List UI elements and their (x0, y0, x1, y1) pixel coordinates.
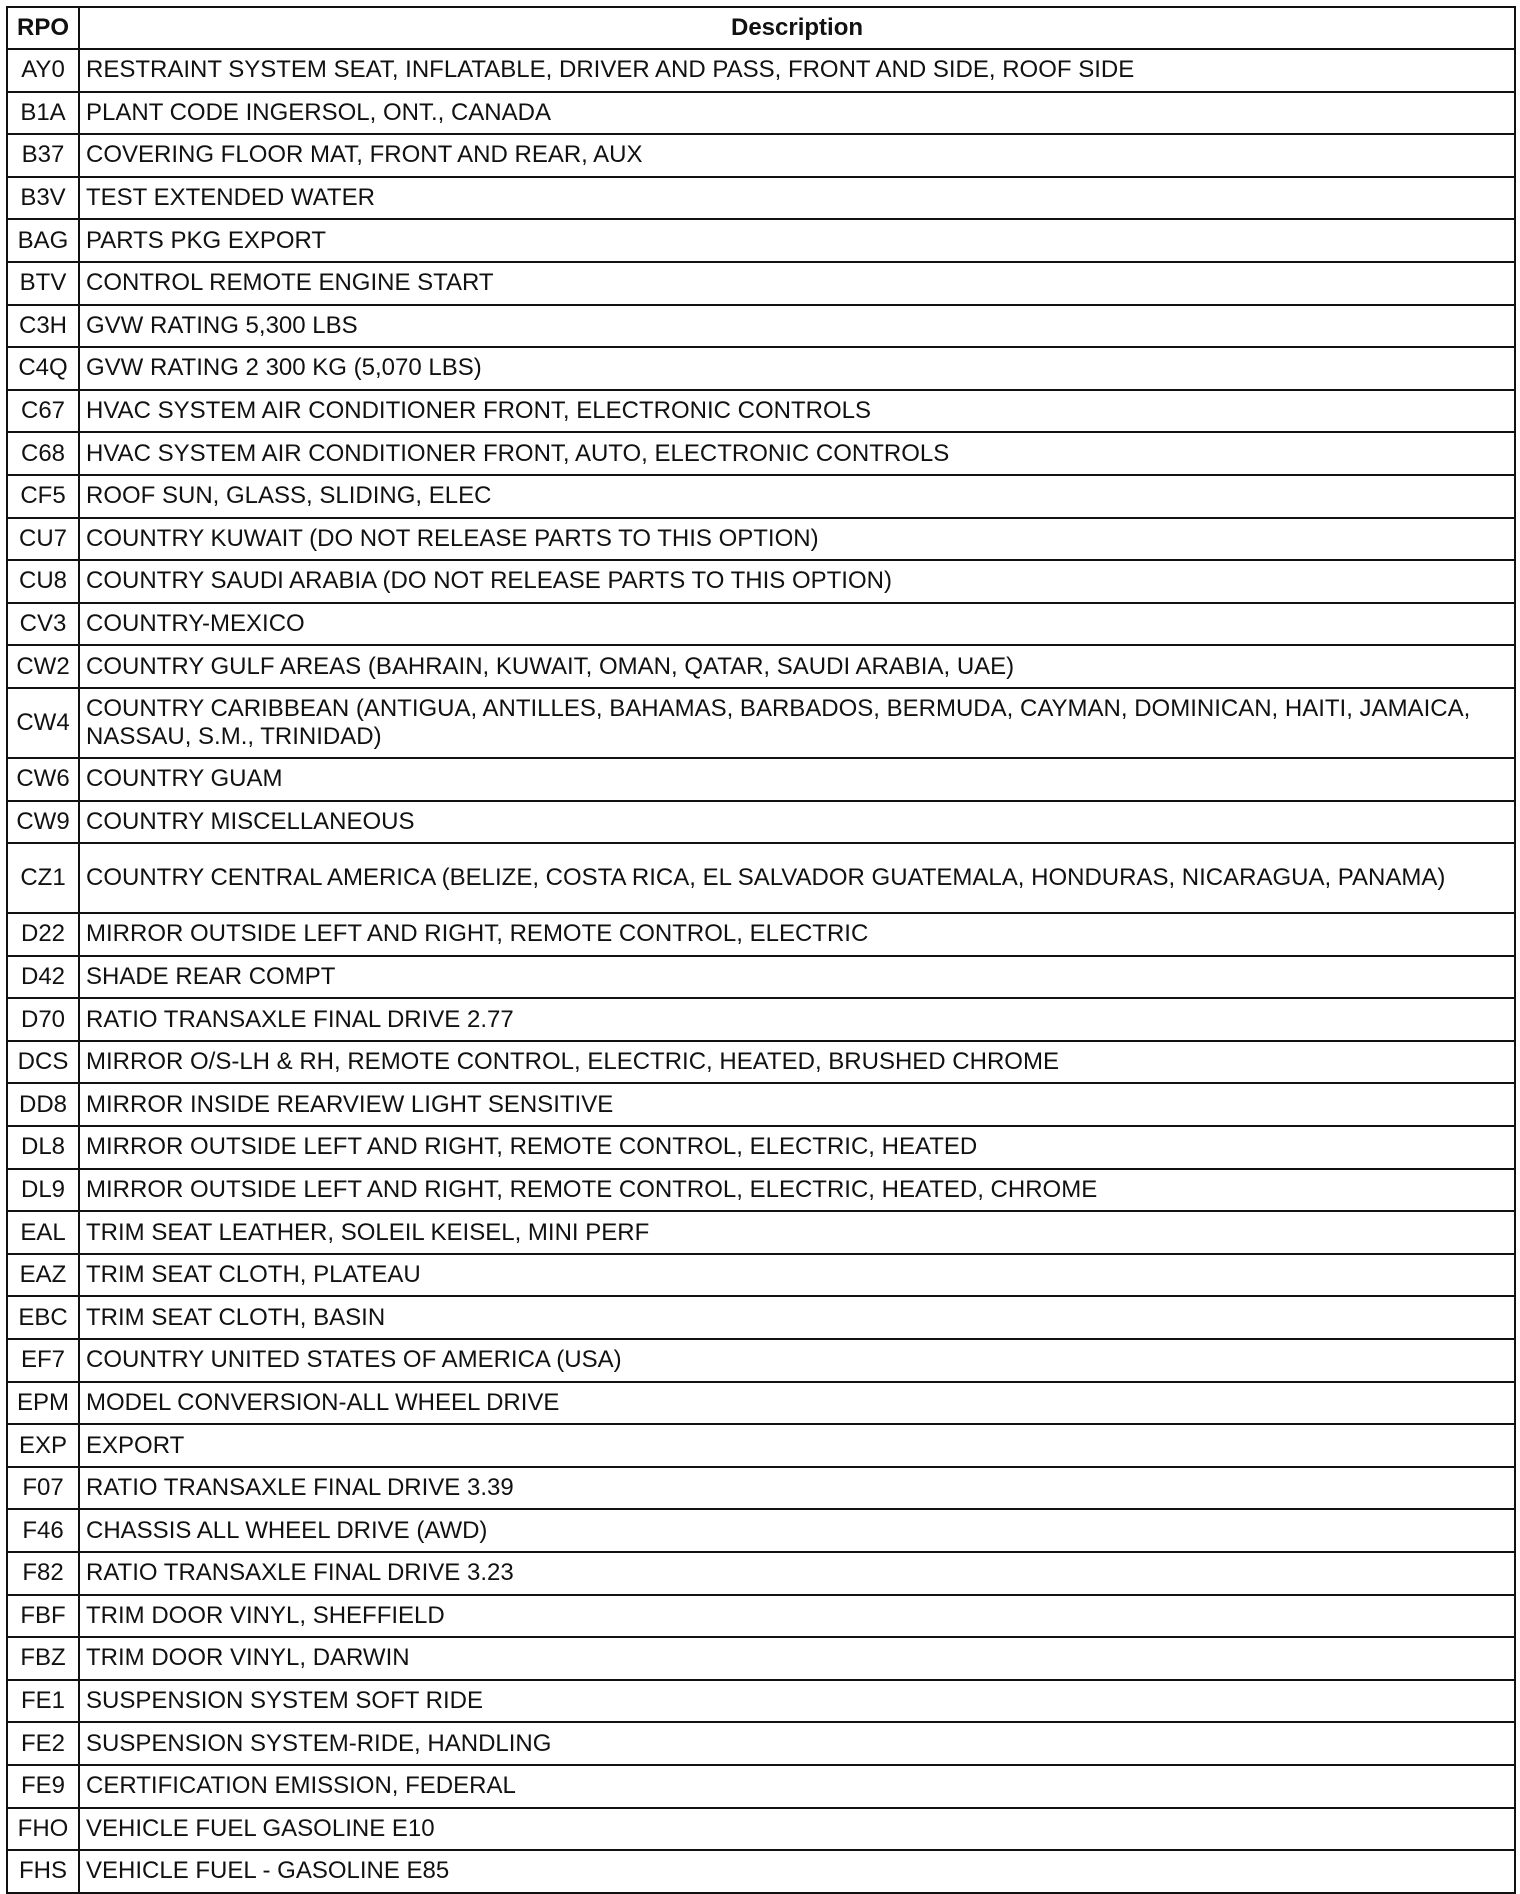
description-cell: COUNTRY GUAM (79, 758, 1515, 801)
rpo-code-cell: D42 (7, 956, 79, 999)
description-cell: CHASSIS ALL WHEEL DRIVE (AWD) (79, 1509, 1515, 1552)
table-row (7, 1765, 1515, 1808)
description-cell: SUSPENSION SYSTEM SOFT RIDE (79, 1680, 1515, 1723)
description-cell: RATIO TRANSAXLE FINAL DRIVE 3.23 (79, 1552, 1515, 1595)
description-cell: TRIM DOOR VINYL, SHEFFIELD (79, 1595, 1515, 1638)
rpo-column-header: RPO (7, 7, 79, 49)
table-row (7, 998, 1515, 1041)
table-row (7, 1680, 1515, 1723)
description-cell: GVW RATING 2 300 KG (5,070 LBS) (79, 347, 1515, 390)
table-header-row (7, 7, 1515, 49)
description-cell: COVERING FLOOR MAT, FRONT AND REAR, AUX (79, 134, 1515, 177)
rpo-table-container (6, 6, 1514, 1894)
table-row (7, 603, 1515, 646)
description-cell: MIRROR INSIDE REARVIEW LIGHT SENSITIVE (79, 1083, 1515, 1126)
table-row (7, 1808, 1515, 1851)
description-cell: RESTRAINT SYSTEM SEAT, INFLATABLE, DRIVER AND PASS, FRONT AND SIDE, ROOF SIDE (79, 49, 1515, 92)
description-cell: VEHICLE FUEL - GASOLINE E85 (79, 1850, 1515, 1893)
rpo-code-cell: B1A (7, 92, 79, 135)
description-column-header: Description (79, 7, 1515, 49)
description-cell: TRIM SEAT CLOTH, BASIN (79, 1296, 1515, 1339)
rpo-table (6, 6, 1516, 1894)
description-cell: TRIM SEAT CLOTH, PLATEAU (79, 1254, 1515, 1297)
rpo-code-cell: CW4 (7, 688, 79, 758)
rpo-code-cell: D22 (7, 913, 79, 956)
table-row (7, 134, 1515, 177)
table-row (7, 518, 1515, 561)
table-row (7, 219, 1515, 262)
description-cell: COUNTRY CARIBBEAN (ANTIGUA, ANTILLES, BAHAMAS, BARBADOS, BERMUDA, CAYMAN, DOMINICAN, HAITI, JAMAICA, NASSAU, S.M., TRINIDAD) (79, 688, 1515, 758)
table-row (7, 1382, 1515, 1425)
rpo-code-cell: DL9 (7, 1169, 79, 1212)
table-row (7, 1041, 1515, 1084)
description-cell: TRIM SEAT LEATHER, SOLEIL KEISEL, MINI PERF (79, 1211, 1515, 1254)
description-cell: CONTROL REMOTE ENGINE START (79, 262, 1515, 305)
description-cell: RATIO TRANSAXLE FINAL DRIVE 2.77 (79, 998, 1515, 1041)
rpo-code-cell: AY0 (7, 49, 79, 92)
table-row (7, 1424, 1515, 1467)
description-cell: MIRROR OUTSIDE LEFT AND RIGHT, REMOTE CONTROL, ELECTRIC, HEATED, CHROME (79, 1169, 1515, 1212)
rpo-code-cell: C67 (7, 390, 79, 433)
table-row (7, 1595, 1515, 1638)
description-cell: COUNTRY GULF AREAS (BAHRAIN, KUWAIT, OMAN, QATAR, SAUDI ARABIA, UAE) (79, 645, 1515, 688)
table-row (7, 560, 1515, 603)
rpo-code-cell: CW2 (7, 645, 79, 688)
table-row (7, 1254, 1515, 1297)
rpo-code-cell: BAG (7, 219, 79, 262)
rpo-code-cell: FHO (7, 1808, 79, 1851)
table-row (7, 177, 1515, 220)
table-row (7, 390, 1515, 433)
rpo-code-cell: FE9 (7, 1765, 79, 1808)
rpo-code-cell: CW9 (7, 801, 79, 844)
rpo-code-cell: CV3 (7, 603, 79, 646)
table-row (7, 843, 1515, 913)
table-row (7, 49, 1515, 92)
rpo-code-cell: F46 (7, 1509, 79, 1552)
rpo-code-cell: C68 (7, 432, 79, 475)
table-row (7, 913, 1515, 956)
description-cell: SHADE REAR COMPT (79, 956, 1515, 999)
rpo-code-cell: DL8 (7, 1126, 79, 1169)
description-cell: GVW RATING 5,300 LBS (79, 305, 1515, 348)
table-row (7, 1850, 1515, 1893)
table-row (7, 92, 1515, 135)
rpo-code-cell: FBF (7, 1595, 79, 1638)
rpo-code-cell: D70 (7, 998, 79, 1041)
rpo-code-cell: FE2 (7, 1722, 79, 1765)
rpo-code-cell: CF5 (7, 475, 79, 518)
description-cell: COUNTRY KUWAIT (DO NOT RELEASE PARTS TO THIS OPTION) (79, 518, 1515, 561)
rpo-code-cell: CU7 (7, 518, 79, 561)
table-row (7, 1296, 1515, 1339)
description-cell: COUNTRY SAUDI ARABIA (DO NOT RELEASE PARTS TO THIS OPTION) (79, 560, 1515, 603)
description-cell: PARTS PKG EXPORT (79, 219, 1515, 262)
description-cell: MIRROR OUTSIDE LEFT AND RIGHT, REMOTE CONTROL, ELECTRIC (79, 913, 1515, 956)
rpo-code-cell: EBC (7, 1296, 79, 1339)
table-row (7, 475, 1515, 518)
table-body (7, 49, 1515, 1893)
description-cell: TEST EXTENDED WATER (79, 177, 1515, 220)
table-row (7, 645, 1515, 688)
table-row (7, 1722, 1515, 1765)
table-row (7, 1126, 1515, 1169)
table-row (7, 1637, 1515, 1680)
rpo-code-cell: CZ1 (7, 843, 79, 913)
table-row (7, 262, 1515, 305)
table-row (7, 347, 1515, 390)
description-cell: MODEL CONVERSION-ALL WHEEL DRIVE (79, 1382, 1515, 1425)
rpo-code-cell: FHS (7, 1850, 79, 1893)
rpo-code-cell: BTV (7, 262, 79, 305)
table-row (7, 1467, 1515, 1510)
table-row (7, 1552, 1515, 1595)
table-row (7, 305, 1515, 348)
description-cell: HVAC SYSTEM AIR CONDITIONER FRONT, AUTO, ELECTRONIC CONTROLS (79, 432, 1515, 475)
table-row (7, 1083, 1515, 1126)
description-cell: EXPORT (79, 1424, 1515, 1467)
rpo-code-cell: DD8 (7, 1083, 79, 1126)
table-row (7, 1169, 1515, 1212)
description-cell: COUNTRY MISCELLANEOUS (79, 801, 1515, 844)
rpo-code-cell: C3H (7, 305, 79, 348)
rpo-code-cell: CU8 (7, 560, 79, 603)
rpo-code-cell: C4Q (7, 347, 79, 390)
table-row (7, 1509, 1515, 1552)
description-cell: CERTIFICATION EMISSION, FEDERAL (79, 1765, 1515, 1808)
description-cell: VEHICLE FUEL GASOLINE E10 (79, 1808, 1515, 1851)
description-cell: RATIO TRANSAXLE FINAL DRIVE 3.39 (79, 1467, 1515, 1510)
description-cell: HVAC SYSTEM AIR CONDITIONER FRONT, ELECTRONIC CONTROLS (79, 390, 1515, 433)
table-row (7, 688, 1515, 758)
table-row (7, 432, 1515, 475)
rpo-code-cell: EAZ (7, 1254, 79, 1297)
description-cell: COUNTRY-MEXICO (79, 603, 1515, 646)
description-cell: SUSPENSION SYSTEM-RIDE, HANDLING (79, 1722, 1515, 1765)
rpo-code-cell: F82 (7, 1552, 79, 1595)
rpo-code-cell: EPM (7, 1382, 79, 1425)
description-cell: MIRROR O/S-LH & RH, REMOTE CONTROL, ELECTRIC, HEATED, BRUSHED CHROME (79, 1041, 1515, 1084)
description-cell: COUNTRY CENTRAL AMERICA (BELIZE, COSTA RICA, EL SALVADOR GUATEMALA, HONDURAS, NICARAGUA, PANAMA) (79, 843, 1515, 913)
rpo-code-cell: F07 (7, 1467, 79, 1510)
rpo-code-cell: FE1 (7, 1680, 79, 1723)
table-row (7, 956, 1515, 999)
rpo-code-cell: B37 (7, 134, 79, 177)
table-row (7, 758, 1515, 801)
rpo-code-cell: FBZ (7, 1637, 79, 1680)
description-cell: PLANT CODE INGERSOL, ONT., CANADA (79, 92, 1515, 135)
rpo-code-cell: EXP (7, 1424, 79, 1467)
table-row (7, 1211, 1515, 1254)
rpo-code-cell: B3V (7, 177, 79, 220)
description-cell: TRIM DOOR VINYL, DARWIN (79, 1637, 1515, 1680)
description-cell: MIRROR OUTSIDE LEFT AND RIGHT, REMOTE CONTROL, ELECTRIC, HEATED (79, 1126, 1515, 1169)
description-cell: ROOF SUN, GLASS, SLIDING, ELEC (79, 475, 1515, 518)
table-row (7, 801, 1515, 844)
rpo-code-cell: CW6 (7, 758, 79, 801)
rpo-code-cell: EAL (7, 1211, 79, 1254)
rpo-code-cell: DCS (7, 1041, 79, 1084)
description-cell: COUNTRY UNITED STATES OF AMERICA (USA) (79, 1339, 1515, 1382)
table-row (7, 1339, 1515, 1382)
rpo-code-cell: EF7 (7, 1339, 79, 1382)
